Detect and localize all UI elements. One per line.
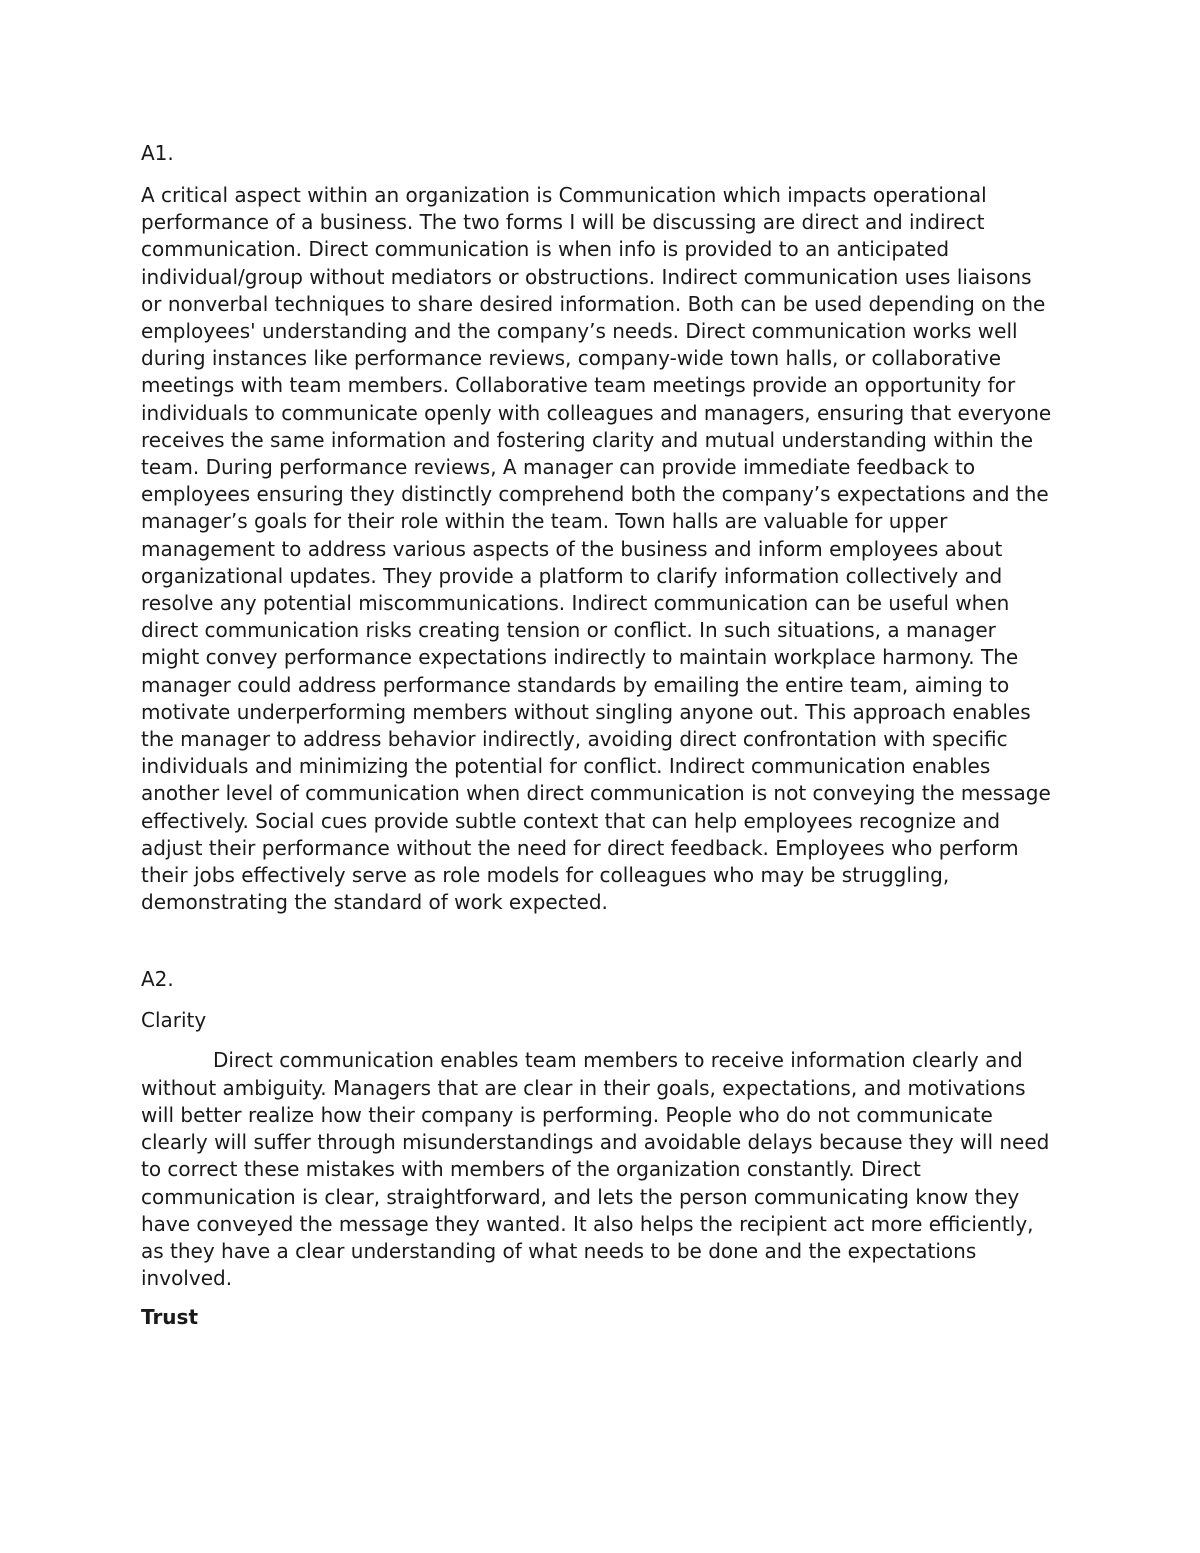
clarity-paragraph: Direct communication enables team members to receive information clearly and without ambiguity. Managers that are clear in their goals, expectations, and motivations will better realize how their company is performing. People who do not communicate clearly will suffer through misunderstandings and avoidable delays because they will need to correct these mistakes with members of the organization constantly. Direct communication is clear, straightforward, and lets the person communicating know they have conveyed the message they wanted. It also helps the recipient act more efficiently, as they have a clear understanding of what needs to be done and the expectations involved. [141,1048,1050,1291]
document-page [141,140,1056,1331]
section-body-a1: A critical aspect within an organization is Communication which impacts operational performance of a business. The two forms I will be discussing are direct and indirect communication. Direct communication is when info is provided to an anticipated individual/group without mediators or obstructions. Indirect communication uses liaisons or nonverbal techniques to share desired information. Both can be used depending on the employees' understanding and the company’s needs. Direct communication works well during instances like performance reviews, company-wide town halls, or collaborative meetings with team members. Collaborative team meetings provide an opportunity for individuals to communicate openly with colleagues and managers, ensuring that everyone receives the same information and fostering clarity and mutual understanding within the team. During performance reviews, A manager can provide immediate feedback to employees ensuring they distinctly comprehend both the company’s expectations and the manager’s goals for their role within the team. Town halls are valuable for upper management to address various aspects of the business and inform employees about organizational updates. They provide a platform to clarify information collectively and resolve any potential miscommunications. Indirect communication can be useful when direct communication risks creating tension or conflict. In such situations, a manager might convey performance expectations indirectly to maintain workplace harmony. The manager could address performance standards by emailing the entire team, aiming to motivate underperforming members without singling anyone out. This approach enables the manager to address behavior indirectly, avoiding direct confrontation with specific individuals and minimizing the potential for conflict. Indirect communication enables another level of communication when direct communication is not conveying the message effectively. Social cues provide subtle context that can help employees recognize and adjust their performance without the need for direct feedback. Employees who perform their jobs effectively serve as role models for colleagues who may be struggling, demonstrating the standard of work expected. [141,183,1052,915]
section-heading-a2: A2. [141,967,174,992]
section-heading-a1: A1. [141,141,174,165]
subheading-clarity: Clarity [141,1008,207,1033]
subheading-trust: Trust [141,1305,199,1330]
